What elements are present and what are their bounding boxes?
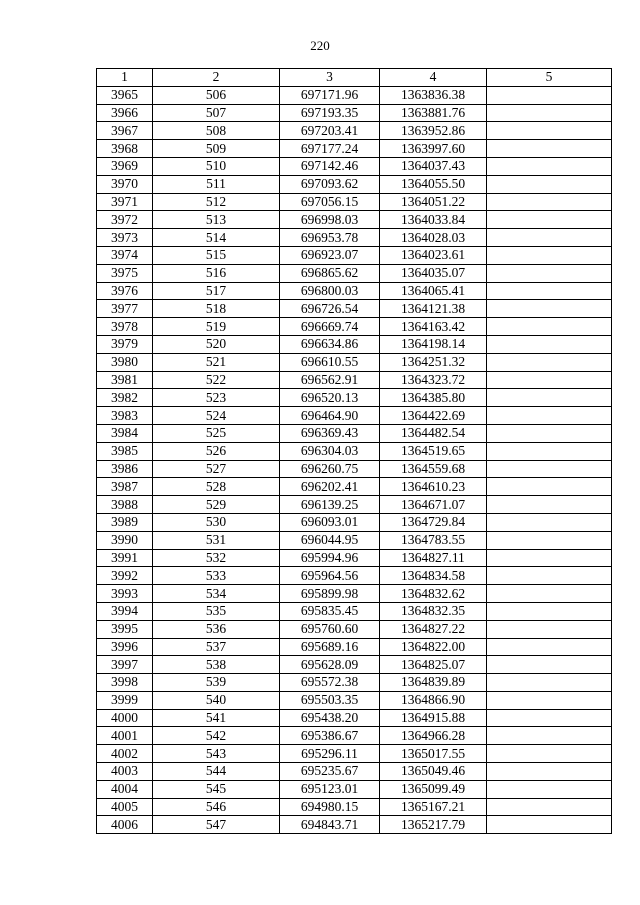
- table-cell: 515: [153, 246, 280, 264]
- table-row: [97, 745, 612, 763]
- table-cell: 1364163.42: [380, 318, 487, 336]
- table-cell: [487, 496, 612, 514]
- table-cell: 695689.16: [280, 638, 380, 656]
- table-cell: [487, 780, 612, 798]
- table-cell: 3976: [97, 282, 153, 300]
- table-cell: 1364827.11: [380, 549, 487, 567]
- table-row: [97, 424, 612, 442]
- table-cell: [487, 335, 612, 353]
- table-cell: 695964.56: [280, 567, 380, 585]
- table-cell: 697171.96: [280, 86, 380, 104]
- table-cell: 3966: [97, 104, 153, 122]
- table-cell: 695235.67: [280, 763, 380, 781]
- table-cell: 513: [153, 211, 280, 229]
- table-cell: [487, 531, 612, 549]
- table-cell: 1364966.28: [380, 727, 487, 745]
- table-cell: 1364866.90: [380, 691, 487, 709]
- table-cell: [487, 246, 612, 264]
- table-cell: 1365049.46: [380, 763, 487, 781]
- table-cell: [487, 656, 612, 674]
- table-row: [97, 531, 612, 549]
- table-row: [97, 371, 612, 389]
- table-row: [97, 638, 612, 656]
- table-cell: 696865.62: [280, 264, 380, 282]
- table-cell: 3992: [97, 567, 153, 585]
- table-cell: 538: [153, 656, 280, 674]
- column-header: 4: [380, 69, 487, 87]
- table-cell: 1364385.80: [380, 389, 487, 407]
- table-cell: 695628.09: [280, 656, 380, 674]
- table-cell: [487, 567, 612, 585]
- table-cell: 1364559.68: [380, 460, 487, 478]
- table-cell: 517: [153, 282, 280, 300]
- table-cell: 695994.96: [280, 549, 380, 567]
- column-header: 3: [280, 69, 380, 87]
- table-cell: 3998: [97, 674, 153, 692]
- table-cell: 1364198.14: [380, 335, 487, 353]
- table-cell: 1364915.88: [380, 709, 487, 727]
- coordinates-table: [96, 68, 612, 834]
- table-cell: 3985: [97, 442, 153, 460]
- table-cell: 3981: [97, 371, 153, 389]
- table-row: [97, 460, 612, 478]
- table-row: [97, 175, 612, 193]
- table-cell: 511: [153, 175, 280, 193]
- table-cell: 3983: [97, 407, 153, 425]
- table-cell: 1365167.21: [380, 798, 487, 816]
- table-cell: 1364671.07: [380, 496, 487, 514]
- table-cell: 544: [153, 763, 280, 781]
- table-cell: 1363997.60: [380, 140, 487, 158]
- table-cell: 524: [153, 407, 280, 425]
- table-cell: 516: [153, 264, 280, 282]
- table-cell: 542: [153, 727, 280, 745]
- table-cell: 546: [153, 798, 280, 816]
- table-row: [97, 104, 612, 122]
- table-cell: 1364051.22: [380, 193, 487, 211]
- table-cell: [487, 264, 612, 282]
- table-cell: 1364033.84: [380, 211, 487, 229]
- table-header-row: [97, 69, 612, 87]
- table-cell: 695438.20: [280, 709, 380, 727]
- table-cell: 523: [153, 389, 280, 407]
- table-row: [97, 620, 612, 638]
- table-cell: 3993: [97, 585, 153, 603]
- table-cell: 3991: [97, 549, 153, 567]
- table-cell: 547: [153, 816, 280, 834]
- table-cell: 1363881.76: [380, 104, 487, 122]
- table-cell: 696562.91: [280, 371, 380, 389]
- table-cell: 3989: [97, 513, 153, 531]
- table-cell: 4004: [97, 780, 153, 798]
- table-row: [97, 513, 612, 531]
- table-cell: [487, 193, 612, 211]
- table-row: [97, 300, 612, 318]
- table-row: [97, 496, 612, 514]
- table-cell: 1364783.55: [380, 531, 487, 549]
- table-cell: 697193.35: [280, 104, 380, 122]
- table-cell: [487, 585, 612, 603]
- table-cell: 696669.74: [280, 318, 380, 336]
- table-cell: 4006: [97, 816, 153, 834]
- table-row: [97, 602, 612, 620]
- table-row: [97, 674, 612, 692]
- table-cell: 3995: [97, 620, 153, 638]
- table-cell: 696953.78: [280, 229, 380, 247]
- table-row: [97, 567, 612, 585]
- table-cell: 1363836.38: [380, 86, 487, 104]
- table-cell: 526: [153, 442, 280, 460]
- table-row: [97, 691, 612, 709]
- table-cell: 697093.62: [280, 175, 380, 193]
- table-cell: [487, 175, 612, 193]
- table-cell: 3999: [97, 691, 153, 709]
- table-cell: 1364610.23: [380, 478, 487, 496]
- table-cell: 512: [153, 193, 280, 211]
- table-row: [97, 229, 612, 247]
- table-cell: 1364121.38: [380, 300, 487, 318]
- table-cell: [487, 816, 612, 834]
- table-cell: 3988: [97, 496, 153, 514]
- table-cell: 4000: [97, 709, 153, 727]
- table-cell: 695386.67: [280, 727, 380, 745]
- table-cell: 525: [153, 424, 280, 442]
- table-cell: [487, 371, 612, 389]
- table-row: [97, 86, 612, 104]
- table-cell: 696260.75: [280, 460, 380, 478]
- table-row: [97, 407, 612, 425]
- table-cell: 3979: [97, 335, 153, 353]
- table-cell: [487, 709, 612, 727]
- table-cell: [487, 798, 612, 816]
- table-cell: 3984: [97, 424, 153, 442]
- table-cell: 545: [153, 780, 280, 798]
- table-cell: 1364028.03: [380, 229, 487, 247]
- table-cell: [487, 602, 612, 620]
- table-cell: 1364729.84: [380, 513, 487, 531]
- table-cell: [487, 157, 612, 175]
- table-cell: 3974: [97, 246, 153, 264]
- table-cell: 514: [153, 229, 280, 247]
- table-cell: [487, 353, 612, 371]
- table-cell: 3986: [97, 460, 153, 478]
- table-row: [97, 442, 612, 460]
- table-row: [97, 709, 612, 727]
- table-cell: [487, 424, 612, 442]
- table-cell: 3970: [97, 175, 153, 193]
- table-cell: 1364065.41: [380, 282, 487, 300]
- table-cell: 1364832.62: [380, 585, 487, 603]
- table-cell: [487, 691, 612, 709]
- table-row: [97, 478, 612, 496]
- table-cell: 540: [153, 691, 280, 709]
- table-cell: 3997: [97, 656, 153, 674]
- table-cell: 696634.86: [280, 335, 380, 353]
- table-body: [97, 86, 612, 833]
- table-cell: 4002: [97, 745, 153, 763]
- table-row: [97, 798, 612, 816]
- table-cell: [487, 389, 612, 407]
- table-cell: [487, 300, 612, 318]
- table-cell: 695899.98: [280, 585, 380, 603]
- table-cell: 520: [153, 335, 280, 353]
- table-cell: 506: [153, 86, 280, 104]
- table-row: [97, 549, 612, 567]
- table-cell: 696202.41: [280, 478, 380, 496]
- table-cell: [487, 745, 612, 763]
- table-cell: 1364323.72: [380, 371, 487, 389]
- table-cell: 3965: [97, 86, 153, 104]
- table-cell: [487, 407, 612, 425]
- table-cell: 696923.07: [280, 246, 380, 264]
- table-cell: 696520.13: [280, 389, 380, 407]
- table-row: [97, 246, 612, 264]
- table-cell: 530: [153, 513, 280, 531]
- table-cell: 1364037.43: [380, 157, 487, 175]
- table-cell: 528: [153, 478, 280, 496]
- table-row: [97, 780, 612, 798]
- table-cell: 527: [153, 460, 280, 478]
- table-cell: 697177.24: [280, 140, 380, 158]
- table-cell: 531: [153, 531, 280, 549]
- table-cell: [487, 620, 612, 638]
- table-cell: 3971: [97, 193, 153, 211]
- table-row: [97, 264, 612, 282]
- table-cell: 1364839.89: [380, 674, 487, 692]
- table-cell: 3973: [97, 229, 153, 247]
- table-cell: 519: [153, 318, 280, 336]
- table-cell: 510: [153, 157, 280, 175]
- table-cell: 1365217.79: [380, 816, 487, 834]
- table-cell: 697142.46: [280, 157, 380, 175]
- table-cell: 533: [153, 567, 280, 585]
- table-cell: 532: [153, 549, 280, 567]
- table-row: [97, 353, 612, 371]
- column-header: 1: [97, 69, 153, 87]
- table-cell: 3994: [97, 602, 153, 620]
- table-cell: 3987: [97, 478, 153, 496]
- table-cell: 694843.71: [280, 816, 380, 834]
- table-row: [97, 140, 612, 158]
- table-cell: 695760.60: [280, 620, 380, 638]
- table-cell: 1364832.35: [380, 602, 487, 620]
- table-cell: [487, 460, 612, 478]
- table-cell: 3972: [97, 211, 153, 229]
- table-cell: 3980: [97, 353, 153, 371]
- table-cell: 3969: [97, 157, 153, 175]
- table-row: [97, 816, 612, 834]
- table-cell: 695123.01: [280, 780, 380, 798]
- table-row: [97, 335, 612, 353]
- table-cell: 696044.95: [280, 531, 380, 549]
- table-cell: 3982: [97, 389, 153, 407]
- table-cell: 1364035.07: [380, 264, 487, 282]
- table-row: [97, 585, 612, 603]
- table-cell: 697056.15: [280, 193, 380, 211]
- table-cell: 696369.43: [280, 424, 380, 442]
- table-row: [97, 763, 612, 781]
- table-cell: [487, 442, 612, 460]
- column-header: 5: [487, 69, 612, 87]
- table-cell: [487, 122, 612, 140]
- table-cell: [487, 674, 612, 692]
- table-cell: 4001: [97, 727, 153, 745]
- table-cell: [487, 763, 612, 781]
- table-cell: 4003: [97, 763, 153, 781]
- table-row: [97, 211, 612, 229]
- table-row: [97, 282, 612, 300]
- table-cell: 1364834.58: [380, 567, 487, 585]
- table-cell: 1364251.32: [380, 353, 487, 371]
- table-cell: [487, 318, 612, 336]
- table-cell: [487, 638, 612, 656]
- table-cell: [487, 211, 612, 229]
- table-cell: 696139.25: [280, 496, 380, 514]
- column-header: 2: [153, 69, 280, 87]
- table-cell: [487, 140, 612, 158]
- table-cell: 507: [153, 104, 280, 122]
- table-cell: 518: [153, 300, 280, 318]
- table-cell: 1364023.61: [380, 246, 487, 264]
- table-cell: 696304.03: [280, 442, 380, 460]
- table-row: [97, 122, 612, 140]
- table-cell: 534: [153, 585, 280, 603]
- table-cell: 1364827.22: [380, 620, 487, 638]
- table-cell: 539: [153, 674, 280, 692]
- table-row: [97, 656, 612, 674]
- table-cell: 3967: [97, 122, 153, 140]
- table-row: [97, 318, 612, 336]
- table-cell: 696093.01: [280, 513, 380, 531]
- table-cell: 3977: [97, 300, 153, 318]
- table-cell: 695835.45: [280, 602, 380, 620]
- table-cell: 696464.90: [280, 407, 380, 425]
- table-cell: 529: [153, 496, 280, 514]
- table-cell: 509: [153, 140, 280, 158]
- table-cell: [487, 229, 612, 247]
- table-cell: [487, 513, 612, 531]
- table-cell: 1364482.54: [380, 424, 487, 442]
- table-cell: 543: [153, 745, 280, 763]
- table-cell: 1365017.55: [380, 745, 487, 763]
- table-cell: 521: [153, 353, 280, 371]
- table-cell: 537: [153, 638, 280, 656]
- table-cell: 1364825.07: [380, 656, 487, 674]
- table-cell: 3996: [97, 638, 153, 656]
- table-cell: 696998.03: [280, 211, 380, 229]
- table-cell: 696610.55: [280, 353, 380, 371]
- table-cell: 508: [153, 122, 280, 140]
- table-cell: 1364422.69: [380, 407, 487, 425]
- table-cell: 3990: [97, 531, 153, 549]
- table-cell: 697203.41: [280, 122, 380, 140]
- table-cell: [487, 478, 612, 496]
- table-cell: 522: [153, 371, 280, 389]
- table-cell: 695503.35: [280, 691, 380, 709]
- table-cell: 696800.03: [280, 282, 380, 300]
- table-cell: 3968: [97, 140, 153, 158]
- table-row: [97, 727, 612, 745]
- table-cell: 1364519.65: [380, 442, 487, 460]
- table-cell: 535: [153, 602, 280, 620]
- table-row: [97, 193, 612, 211]
- table-cell: 695296.11: [280, 745, 380, 763]
- table-cell: 1364822.00: [380, 638, 487, 656]
- table-row: [97, 389, 612, 407]
- table-cell: 3975: [97, 264, 153, 282]
- table-cell: [487, 282, 612, 300]
- table-cell: 694980.15: [280, 798, 380, 816]
- table-cell: [487, 86, 612, 104]
- table-cell: [487, 549, 612, 567]
- table-cell: 695572.38: [280, 674, 380, 692]
- table-cell: 1364055.50: [380, 175, 487, 193]
- table-cell: [487, 727, 612, 745]
- page-number: 220: [310, 38, 330, 53]
- table-cell: [487, 104, 612, 122]
- table-cell: 4005: [97, 798, 153, 816]
- table-cell: 3978: [97, 318, 153, 336]
- table-row: [97, 157, 612, 175]
- table-cell: 696726.54: [280, 300, 380, 318]
- table-cell: 1365099.49: [380, 780, 487, 798]
- table-cell: 536: [153, 620, 280, 638]
- table-cell: 1363952.86: [380, 122, 487, 140]
- table-cell: 541: [153, 709, 280, 727]
